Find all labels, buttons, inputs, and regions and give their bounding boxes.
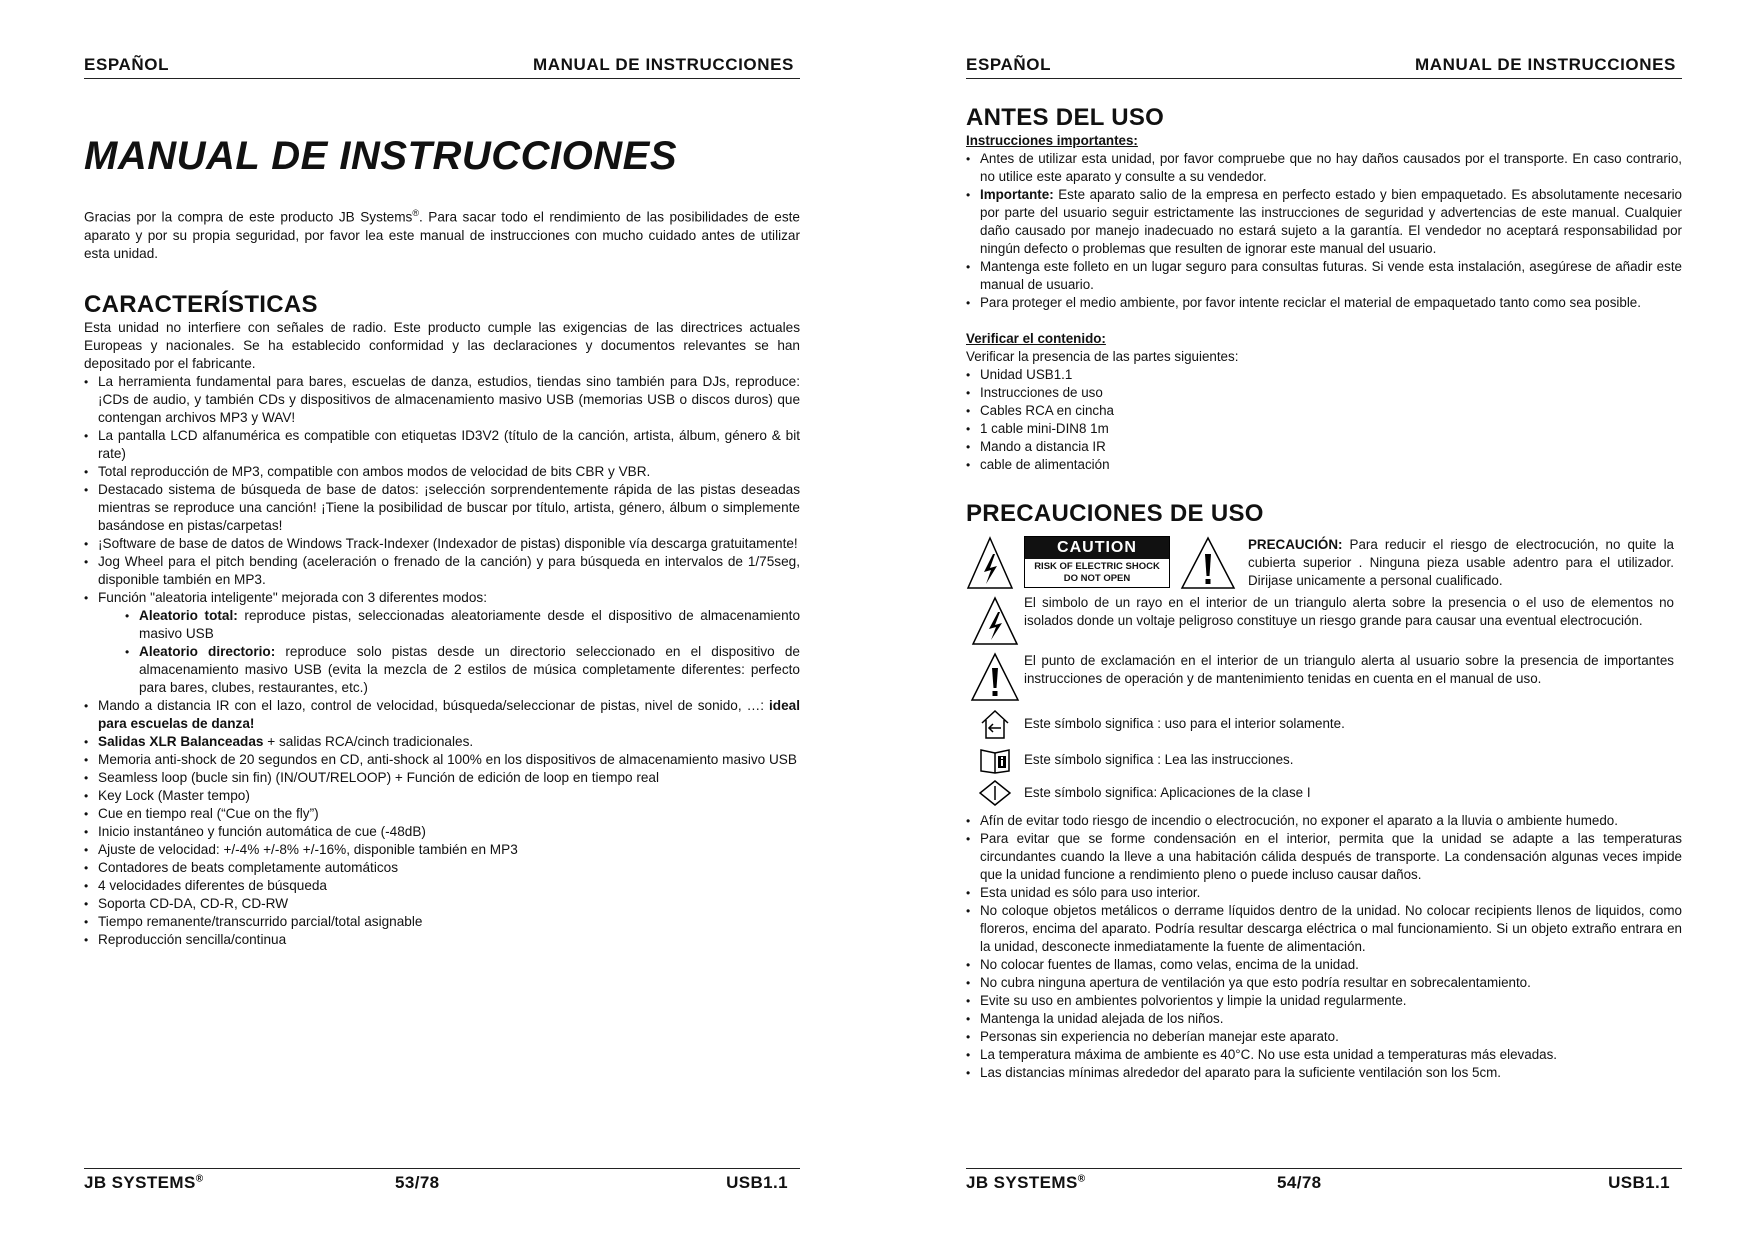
features-list bbox=[84, 373, 800, 949]
important-list bbox=[966, 150, 1682, 312]
list-item-bold: ideal para escuelas de danza! bbox=[98, 697, 800, 731]
lightning-triangle-icon bbox=[971, 596, 1019, 646]
before-use-title: ANTES DEL USO bbox=[966, 104, 1165, 131]
class-one-icon bbox=[979, 780, 1011, 806]
list-item: • La herramienta fundamental para bares, escuelas de danza, estudios, tiendas sino también para DJs, reproduce: ¡CDs de audio, y también CDs y dispositivos de almacenamiento masivo USB (memorias USB o discos duros) que contengan archivos MP3 y WAV! bbox=[84, 373, 800, 427]
list-item-text: Mando a distancia IR con el lazo, control de velocidad, búsqueda/seleccionar de pistas, nivel de sonido, …: bbox=[98, 697, 770, 713]
random-modes-list bbox=[98, 607, 800, 697]
features-title: CARACTERÍSTICAS bbox=[84, 290, 318, 318]
list-item-text: Este aparato salio de la empresa en perfecto estado y bien empaquetado. Es absolutamente necesario por parte del usuario seguir estrictamente las instrucciones de seguridad y advertencias de este manual. Cualquier daño causado por manejo inadecuado no estará sujeto a la garantía. El vendedor no aceptará responsabilidad por ningún defecto o problemas que resulten de ignorar este manual del usuario. bbox=[980, 187, 1682, 256]
list-item: • Para proteger el medio ambiente, por favor intente reciclar el material de empaquetado tanto como sea posible. bbox=[966, 294, 1682, 312]
page-header bbox=[966, 54, 1682, 79]
list-item: • Esta unidad es sólo para uso interior. bbox=[966, 884, 1682, 902]
list-item: • Total reproducción de MP3, compatible con ambos modos de velocidad de bits CBR y VBR. bbox=[84, 463, 800, 481]
symbol-row bbox=[966, 708, 1682, 740]
caution-text: Para reducir el riesgo de electrocución, no quite la cubierta superior . Ninguna pieza usable adentro para el utilizador. Dirijase unicamente a personal cualificado. bbox=[1248, 537, 1674, 588]
read-instructions-icon bbox=[979, 746, 1011, 774]
caution-title: CAUTION bbox=[1025, 537, 1169, 559]
mode-name: Aleatorio total: bbox=[139, 607, 238, 623]
list-item: • La temperatura máxima de ambiente es 40°C. No use esta unidad a temperaturas más elevadas. bbox=[966, 1046, 1682, 1064]
list-item: • 4 velocidades diferentes de búsqueda bbox=[84, 877, 800, 895]
caution-row bbox=[966, 536, 1682, 590]
list-item: • Contadores de beats completamente automáticos bbox=[84, 859, 800, 877]
footer-brand bbox=[84, 1173, 203, 1193]
symbol-description: Este símbolo significa: Aplicaciones de la clase I bbox=[1024, 785, 1311, 800]
list-item: • Reproducción sencilla/continua bbox=[84, 931, 800, 949]
list-item: • Afín de evitar todo riesgo de incendio o electrocución, no exponer el aparato a la lluvia o ambiente humedo. bbox=[966, 812, 1682, 830]
precautions-list bbox=[966, 812, 1682, 1082]
list-item: • Destacado sistema de búsqueda de base de datos: ¡selección sorprendentemente rápida de las pistas deseadas mientras se reproduce una canción! ¡Tiene la posibilidad de buscar por título, artista, género, álbum o simplemente basándose en pistas/carpetas! bbox=[84, 481, 800, 535]
list-item: • Memoria anti-shock de 20 segundos en CD, anti-shock al 100% en los dispositivos de almacenamiento masivo USB bbox=[84, 751, 800, 769]
caution-label bbox=[1024, 536, 1170, 588]
list-item: • cable de alimentación bbox=[966, 456, 1682, 474]
symbol-description: Este símbolo significa : uso para el interior solamente. bbox=[1024, 716, 1345, 731]
intro-text-b: . Para sacar todo el rendimiento de las posibilidades de este aparato y por su propia seguridad, por favor lea este manual de instrucciones con mucho cuidado antes de utilizar esta unidad. bbox=[84, 209, 800, 261]
list-item: • Inicio instantáneo y función automática de cue (-48dB) bbox=[84, 823, 800, 841]
features-intro: Esta unidad no interfiere con señales de radio. Este producto cumple las exigencias de las directrices actuales Europeas y nacionales. Se ha establecido conformidad y las declaraciones y documentos relevantes se han depositado por el fabricante. bbox=[84, 319, 800, 371]
list-item: • No coloque objetos metálicos o derrame líquidos dentro de la unidad. No colocar recipients llenos de liquidos, como floreros, encima del aparato. Podría resultar descarga eléctrica o mal funcionamiento. Si un objeto extraño entrara en la unidad, desconecte inmediatamente la fuente de alimentación. bbox=[966, 902, 1682, 956]
right-body bbox=[966, 104, 1682, 1082]
verify-heading: Verificar el contenido: bbox=[966, 331, 1106, 346]
list-item: • Jog Wheel para el pitch bending (aceleración o frenado de la canción) y para búsqueda en intervalos de 1/75seg, disponible también en MP3. bbox=[84, 553, 800, 589]
header-language: ESPAÑOL bbox=[84, 55, 170, 74]
list-item bbox=[84, 697, 800, 733]
contents-list bbox=[966, 366, 1682, 474]
page-number: 54/78 bbox=[1277, 1173, 1322, 1192]
list-item bbox=[84, 589, 800, 697]
list-item-text: + salidas RCA/cinch tradicionales. bbox=[263, 733, 474, 749]
list-item bbox=[125, 643, 800, 697]
mode-desc: reproduce solo pistas desde un directorio seleccionado en el dispositivo de almacenamiento masivo USB (evita la mezcla de 2 estilos de música completamente diferentes: perfecto para bares, clubes, restaurantes, etc.) bbox=[139, 643, 800, 695]
intro-reg-mark: ® bbox=[412, 208, 419, 218]
footer-model: USB1.1 bbox=[1608, 1173, 1670, 1192]
footer-reg-mark: ® bbox=[195, 1173, 204, 1185]
page-header bbox=[84, 54, 800, 79]
list-item: • Key Lock (Master tempo) bbox=[84, 787, 800, 805]
list-item: • La pantalla LCD alfanumérica es compatible con etiquetas ID3V2 (título de la canción, artista, álbum, género & bit rate) bbox=[84, 427, 800, 463]
caution-paragraph bbox=[1248, 536, 1674, 590]
symbol-row bbox=[966, 652, 1682, 702]
page-number: 53/78 bbox=[395, 1173, 440, 1192]
list-item: • Antes de utilizar esta unidad, por favor compruebe que no hay daños causados por el transporte. En caso contrario, no utilice este aparato y consulte a su vendedor. bbox=[966, 150, 1682, 186]
list-item-bold: Importante: bbox=[980, 187, 1054, 202]
indoor-use-icon bbox=[979, 708, 1011, 740]
list-item: • Mantenga la unidad alejada de los niños. bbox=[966, 1010, 1682, 1028]
list-item: • Cue en tiempo real (“Cue on the fly”) bbox=[84, 805, 800, 823]
list-item: • Las distancias mínimas alrededor del aparato para la suficiente ventilación son los 5cm. bbox=[966, 1064, 1682, 1082]
list-item: • Mantenga este folleto en un lugar seguro para consultas futuras. Si vende esta instalación, asegúrese de añadir este manual de usuario. bbox=[966, 258, 1682, 294]
list-item: • Tiempo remanente/transcurrido parcial/total asignable bbox=[84, 913, 800, 931]
symbol-description: El simbolo de un rayo en el interior de un triangulo alerta sobre la presencia o el uso de elementos no isolados donde un voltaje peligroso constituye un riesgo grande para causar una eventual electrocución. bbox=[1024, 595, 1674, 628]
header-language: ESPAÑOL bbox=[966, 55, 1052, 74]
list-item: • Soporta CD-DA, CD-R, CD-RW bbox=[84, 895, 800, 913]
list-item-text: Función "aleatoria inteligente" mejorada con 3 diferentes modos: bbox=[98, 589, 487, 605]
header-doc-title: MANUAL DE INSTRUCCIONES bbox=[1415, 55, 1676, 74]
list-item bbox=[125, 607, 800, 643]
list-item: • Personas sin experiencia no deberían manejar este aparato. bbox=[966, 1028, 1682, 1046]
manual-title: MANUAL DE INSTRUCCIONES bbox=[84, 134, 678, 178]
precautions-title: PRECAUCIONES DE USO bbox=[966, 500, 1264, 527]
caution-line-1: RISK OF ELECTRIC SHOCK bbox=[1034, 561, 1160, 572]
lightning-triangle-icon bbox=[966, 536, 1014, 590]
list-item: • No cubra ninguna apertura de ventilación ya que esto podría resultar en sobrecalentamiento. bbox=[966, 974, 1682, 992]
header-doc-title: MANUAL DE INSTRUCCIONES bbox=[533, 55, 794, 74]
list-item: • Para evitar que se forme condensación en el interior, permita que la unidad se adapte a las temperaturas circundantes cuando la lleve a una habitación cálida después de transporte. La condensación algunas veces impide que la unidad funcione a rendimiento pleno o puede incluso causar daños. bbox=[966, 830, 1682, 884]
caution-warning bbox=[1025, 559, 1169, 587]
footer-brand bbox=[966, 1173, 1085, 1193]
list-item: • ¡Software de base de datos de Windows Track-Indexer (Indexador de pistas) disponible vía descarga gratuitamente! bbox=[84, 535, 800, 553]
caution-bold: PRECAUCIÓN: bbox=[1248, 537, 1343, 552]
page-footer bbox=[84, 1168, 800, 1192]
list-item: • Cables RCA en cincha bbox=[966, 402, 1682, 420]
list-item bbox=[966, 186, 1682, 258]
list-item: • Mando a distancia IR bbox=[966, 438, 1682, 456]
list-item bbox=[84, 733, 800, 751]
intro-text-a: Gracias por la compra de este producto JB Systems bbox=[84, 209, 413, 225]
mode-desc: reproduce pistas, seleccionadas aleatoriamente desde el dispositivo de almacenamiento masivo USB bbox=[139, 607, 801, 641]
list-item-bold: Salidas XLR Balanceadas bbox=[98, 733, 264, 749]
important-heading: Instrucciones importantes: bbox=[966, 133, 1138, 148]
list-item: • Instrucciones de uso bbox=[966, 384, 1682, 402]
footer-brand-text: JB SYSTEMS bbox=[84, 1173, 196, 1192]
intro-paragraph bbox=[84, 204, 800, 263]
caution-line-2: DO NOT OPEN bbox=[1063, 573, 1131, 584]
footer-model: USB1.1 bbox=[726, 1173, 788, 1192]
list-item: • Unidad USB1.1 bbox=[966, 366, 1682, 384]
list-item: • Evite su uso en ambientes polvorientos y limpie la unidad regularmente. bbox=[966, 992, 1682, 1010]
exclamation-triangle-icon bbox=[1180, 536, 1236, 590]
symbol-row bbox=[966, 780, 1682, 806]
list-item: • 1 cable mini-DIN8 1m bbox=[966, 420, 1682, 438]
footer-reg-mark: ® bbox=[1077, 1173, 1086, 1185]
exclamation-triangle-icon bbox=[970, 652, 1020, 702]
verify-intro: Verificar la presencia de las partes siguientes: bbox=[966, 349, 1239, 364]
mode-name: Aleatorio directorio: bbox=[139, 643, 276, 659]
list-item: • Seamless loop (bucle sin fin) (IN/OUT/RELOOP) + Función de edición de loop en tiempo real bbox=[84, 769, 800, 787]
left-page bbox=[84, 0, 804, 1240]
footer-brand-text: JB SYSTEMS bbox=[966, 1173, 1078, 1192]
page-footer bbox=[966, 1168, 1682, 1192]
symbol-description: El punto de exclamación en el interior de un triangulo alerta al usuario sobre la presencia de importantes instrucciones de operación y de mantenimiento tenidas en cuenta en el manual de uso. bbox=[1024, 653, 1674, 686]
symbol-row bbox=[966, 594, 1682, 646]
symbol-description: Este símbolo significa : Lea las instrucciones. bbox=[1024, 752, 1294, 767]
symbol-row bbox=[966, 746, 1682, 774]
left-body bbox=[84, 133, 800, 949]
right-page bbox=[966, 0, 1686, 1240]
list-item: • Ajuste de velocidad: +/-4% +/-8% +/-16%, disponible también en MP3 bbox=[84, 841, 800, 859]
list-item: • No colocar fuentes de llamas, como velas, encima de la unidad. bbox=[966, 956, 1682, 974]
